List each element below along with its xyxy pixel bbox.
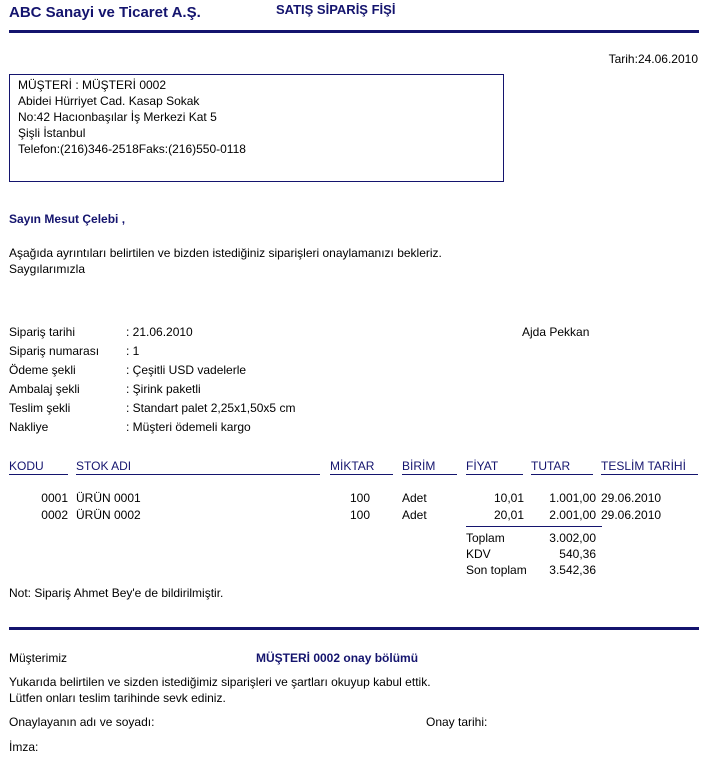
grand-total-value: 3.542,36 <box>549 563 596 577</box>
company-name: ABC Sanayi ve Ticaret A.Ş. <box>9 4 201 21</box>
approval-section-title: MÜŞTERİ 0002 onay bölümü <box>256 651 419 665</box>
customer-address-line2: No:42 Hacıonbaşılar İş Merkezi Kat 5 <box>18 110 217 124</box>
col-underline <box>402 474 457 475</box>
intro-closing: Saygılarımızla <box>9 262 86 276</box>
order-info-label: Nakliye <box>9 420 49 434</box>
col-header-qty: MİKTAR <box>330 459 375 473</box>
order-info-value: : Çeşitli USD vadelerle <box>126 363 247 377</box>
approval-divider <box>9 627 699 630</box>
order-info-value: : Şirink paketli <box>126 382 201 396</box>
greeting: Sayın Mesut Çelebi , <box>9 212 126 226</box>
customer-address-line1: Abidei Hürriyet Cad. Kasap Sokak <box>18 94 200 108</box>
cell-amount: 1.001,00 <box>549 491 596 505</box>
order-info-label: Ödeme şekli <box>9 363 76 377</box>
order-info-label: Ambalaj şekli <box>9 382 80 396</box>
vat-value: 540,36 <box>559 547 596 561</box>
total-label: Toplam <box>466 531 505 545</box>
approval-date-label: Onay tarihi: <box>426 715 488 729</box>
grand-total-label: Son toplam <box>466 563 527 577</box>
approval-left-label: Müşterimiz <box>9 651 68 665</box>
cell-name: ÜRÜN 0001 <box>76 491 141 505</box>
customer-name: MÜŞTERİ : MÜŞTERİ 0002 <box>18 78 167 92</box>
col-header-delivery: TESLİM TARİHİ <box>601 459 686 473</box>
cell-amount: 2.001,00 <box>549 508 596 522</box>
order-info-label: Sipariş numarası <box>9 344 100 358</box>
document-date: Tarih:24.06.2010 <box>608 52 698 66</box>
cell-delivery: 29.06.2010 <box>601 508 662 522</box>
total-value: 3.002,00 <box>549 531 596 545</box>
col-underline <box>9 474 68 475</box>
cell-unit: Adet <box>402 508 427 522</box>
order-info-value: : Standart palet 2,25x1,50x5 cm <box>126 401 296 415</box>
order-info-value: : 1 <box>126 344 140 358</box>
vat-label: KDV <box>466 547 491 561</box>
col-header-name: STOK ADI <box>76 459 132 473</box>
approval-text-line1: Yukarıda belirtilen ve sizden istediğimiz siparişleri ve şartları okuyup kabul ettik. <box>9 675 431 689</box>
cell-price: 20,01 <box>493 508 524 522</box>
cell-qty: 100 <box>349 491 370 505</box>
cell-code: 0001 <box>41 491 68 505</box>
cell-name: ÜRÜN 0002 <box>76 508 141 522</box>
order-info-label: Teslim şekli <box>9 401 71 415</box>
col-underline <box>531 474 593 475</box>
intro-text: Aşağıda ayrıntıları belirtilen ve bizden istediğiniz siparişleri onaylamanızı bekleriz. <box>9 246 442 260</box>
signature-label: İmza: <box>9 740 39 754</box>
col-header-code: KODU <box>9 459 44 473</box>
customer-phone-fax: Telefon:(216)346-2518Faks:(216)550-0118 <box>18 142 246 156</box>
approval-text-line2: Lütfen onları teslim tarihinde sevk ediniz. <box>9 691 226 705</box>
note-text: Not: Sipariş Ahmet Bey'e de bildirilmiştir. <box>9 586 224 600</box>
col-header-price: FİYAT <box>466 459 499 473</box>
totals-divider <box>466 526 602 527</box>
order-info-value: : 21.06.2010 <box>126 325 193 339</box>
col-underline <box>601 474 698 475</box>
col-underline <box>466 474 523 475</box>
cell-delivery: 29.06.2010 <box>601 491 662 505</box>
col-header-amount: TUTAR <box>531 459 571 473</box>
col-underline <box>330 474 393 475</box>
order-info-label: Sipariş tarihi <box>9 325 76 339</box>
order-info-value: : Müşteri ödemeli kargo <box>126 420 251 434</box>
cell-unit: Adet <box>402 491 427 505</box>
col-header-unit: BİRİM <box>402 459 436 473</box>
cell-price: 10,01 <box>493 491 524 505</box>
col-underline <box>76 474 320 475</box>
approver-name-label: Onaylayanın adı ve soyadı: <box>9 715 155 729</box>
cell-qty: 100 <box>349 508 370 522</box>
document-title: SATIŞ SİPARİŞ FİŞİ <box>276 2 396 17</box>
sales-representative: Ajda Pekkan <box>522 325 590 339</box>
cell-code: 0002 <box>41 508 68 522</box>
customer-city: Şişli İstanbul <box>18 126 86 140</box>
header-divider <box>9 30 699 33</box>
